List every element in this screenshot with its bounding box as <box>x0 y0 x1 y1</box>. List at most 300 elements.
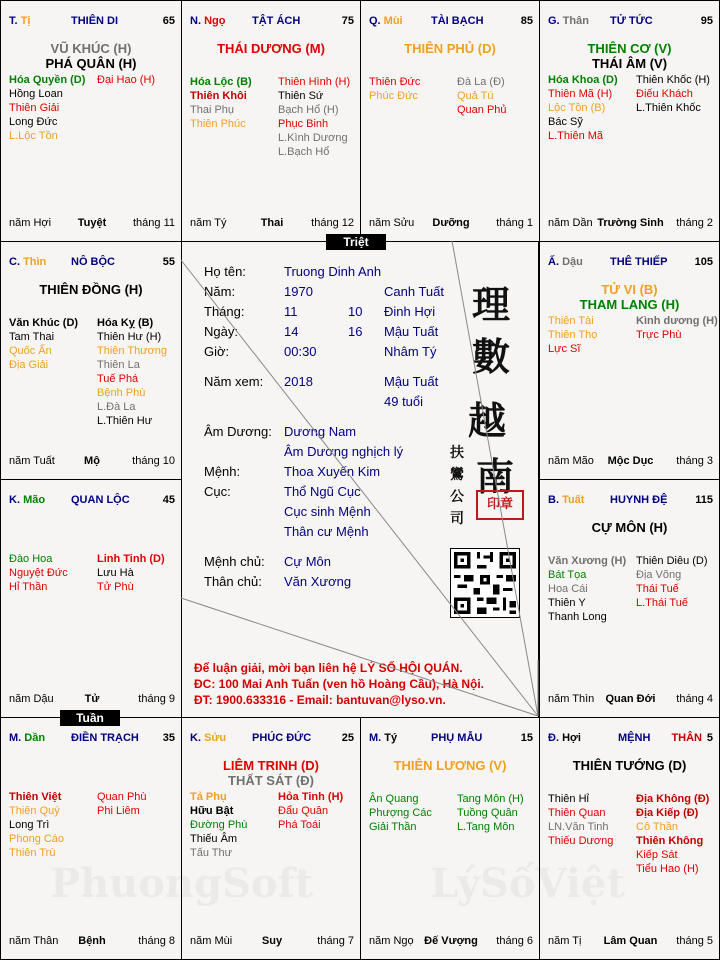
palace-name: ĐIỀN TRẠCH <box>71 732 139 744</box>
info-canchi-value: Đinh Hợi <box>384 304 436 319</box>
branch-name: Mão <box>23 494 46 506</box>
minor-stars-right <box>636 554 708 610</box>
info-canchi-value: Canh Tuất <box>384 284 444 299</box>
minor-star: Thiên Sứ <box>278 90 324 102</box>
minor-star: Thiên Mã (H) <box>548 88 613 100</box>
palace-age: 75 <box>341 15 354 27</box>
minor-star: Địa Không (Đ) <box>636 793 710 805</box>
palace-footer <box>9 455 175 469</box>
minor-star: Tiểu Hao (H) <box>636 863 699 875</box>
minor-star: L.Bạch Hổ <box>278 146 330 158</box>
info-label: Mệnh: <box>204 464 241 479</box>
minor-star: Quả Tú <box>457 90 494 102</box>
minor-star: Hóa Kỵ (B) <box>97 317 154 329</box>
minor-star: L.Đà La <box>97 401 136 413</box>
minor-star: Thiên Việt <box>9 791 62 803</box>
minor-star: Phục Binh <box>278 118 329 130</box>
stem-prefix: B. <box>548 494 563 506</box>
stem-prefix: K. <box>190 732 205 744</box>
minor-star: Bác Sỹ <box>548 116 583 128</box>
palace-age: 115 <box>695 494 713 506</box>
minor-stars-left <box>9 552 68 594</box>
minor-star: Hóa Lộc (B) <box>190 76 252 88</box>
minor-stars-left <box>369 75 420 103</box>
palace-header <box>369 15 533 29</box>
minor-star: Long Trì <box>9 819 50 831</box>
minor-star: Trực Phù <box>636 329 682 341</box>
minor-star: Thiên Hỉ <box>548 793 589 805</box>
palace-age: 25 <box>341 732 354 744</box>
palace-name: QUAN LỘC <box>71 494 130 506</box>
calligraphy-small-3: 公 <box>450 489 464 505</box>
contact-line-3: ĐT: 1900.633316 - Email: bantuvan@lyso.vn. <box>194 693 446 707</box>
palace-thin[interactable] <box>0 241 182 480</box>
major-star: TỬ VI (B) <box>601 282 658 297</box>
lunar-year: năm Tuất <box>9 455 55 467</box>
palace-header <box>369 732 533 746</box>
minor-star: Linh Tinh (D) <box>97 553 165 565</box>
life-stage: Mộ <box>84 455 100 467</box>
minor-star: Thiên Quan <box>548 807 606 819</box>
minor-star: Thiên Hình (H) <box>278 76 351 88</box>
lunar-year: năm Tý <box>190 217 227 229</box>
minor-star: Thiên Tài <box>548 315 594 327</box>
palace-age: 95 <box>700 15 713 27</box>
minor-stars-left <box>548 554 626 624</box>
qr-code[interactable] <box>450 548 520 618</box>
lunar-year: năm Mùi <box>190 935 233 947</box>
earthly-branch <box>9 256 46 268</box>
info-value: Thoa Xuyến Kim <box>284 464 381 479</box>
minor-star: Văn Khúc (D) <box>9 317 79 329</box>
palace-name: PHỤ MẪU <box>431 732 483 744</box>
earthly-branch <box>190 732 226 744</box>
palace-age: 55 <box>162 256 175 268</box>
palace-age: 85 <box>520 15 533 27</box>
minor-star: Địa Giải <box>9 359 49 371</box>
info-label: Tháng: <box>204 304 245 319</box>
info-label: Ngày: <box>204 324 238 339</box>
stem-prefix: M. <box>9 732 25 744</box>
info-canchi-value: 49 tuổi <box>384 394 424 409</box>
major-star: PHÁ QUÂN (H) <box>45 56 137 71</box>
minor-star: Tấu Thư <box>190 847 233 859</box>
palace-ngo[interactable] <box>181 0 361 242</box>
life-stage: Mộc Dục <box>607 455 654 467</box>
palace-footer <box>9 217 175 231</box>
branch-name: Ngọ <box>204 15 226 27</box>
branch-name: Thân <box>562 15 589 27</box>
lunar-year: năm Hợi <box>9 217 52 229</box>
palace-header <box>548 256 713 270</box>
minor-star: Đà La (Đ) <box>457 76 505 88</box>
minor-star: Lộc Tồn (B) <box>548 102 606 114</box>
life-stage: Quan Đới <box>605 693 656 705</box>
palace-header <box>548 15 713 29</box>
minor-stars-left <box>548 73 618 143</box>
info-value: 2018 <box>284 374 313 389</box>
calligraphy-small-4: 司 <box>450 511 464 527</box>
info-label: Năm: <box>204 284 236 299</box>
major-star: THIÊN LƯƠNG (V) <box>393 758 507 773</box>
calligraphy-char-2: 數 <box>472 334 511 379</box>
minor-star: Thanh Long <box>548 611 607 623</box>
lunar-month: tháng 3 <box>676 455 713 467</box>
stem-prefix: C. <box>9 256 24 268</box>
life-stage: Thai <box>260 217 284 229</box>
life-stage: Suy <box>261 935 283 947</box>
major-star: LIÊM TRINH (D) <box>222 758 320 773</box>
minor-stars-right <box>97 790 147 818</box>
lunar-year: năm Thìn <box>548 693 595 705</box>
palace-name: TẬT ÁCH <box>252 15 301 27</box>
info-value: Cự Môn <box>284 554 331 569</box>
palace-tuat[interactable] <box>539 479 720 718</box>
minor-stars-right <box>636 314 718 342</box>
earthly-branch <box>190 15 225 27</box>
lunar-month: tháng 2 <box>676 217 713 229</box>
minor-stars-right <box>457 792 524 834</box>
minor-star: Hồng Loan <box>9 88 63 100</box>
lunar-month: tháng 9 <box>138 693 175 705</box>
minor-star: Thiên Khôi <box>190 90 247 102</box>
branch-name: Tị <box>20 15 31 27</box>
palace-footer <box>9 693 175 707</box>
earthly-branch <box>369 15 403 27</box>
minor-star: Thiên Trù <box>9 847 56 859</box>
branch-name: Tuất <box>562 494 585 506</box>
info-value: Thổ Ngũ Cục <box>284 484 361 499</box>
minor-star: Thiên Giải <box>9 102 60 114</box>
minor-star: Thiên Y <box>548 597 586 609</box>
info-value: Dương Nam <box>284 424 357 439</box>
minor-star: Hóa Khoa (D) <box>548 74 618 86</box>
palace-suu[interactable] <box>181 717 361 960</box>
minor-stars-left <box>190 790 247 860</box>
info-value: 14 <box>284 324 299 339</box>
palace-age: 15 <box>520 732 533 744</box>
calligraphy-small-2: 鸞 <box>450 467 464 483</box>
minor-star: Thiên Diêu (D) <box>636 555 708 567</box>
minor-star: LN.Văn Tinh <box>548 821 609 833</box>
minor-star: Bệnh Phù <box>97 387 146 399</box>
minor-star: Thiên La <box>97 359 140 371</box>
minor-star: Lưu Hà <box>97 567 134 579</box>
palace-footer <box>548 935 713 949</box>
info-label: Thân chủ: <box>204 574 262 589</box>
minor-star: L.Kình Dương <box>278 132 348 144</box>
minor-stars-right <box>97 552 165 594</box>
palace-header <box>190 732 354 746</box>
tuan-marker: Tuần <box>60 710 120 726</box>
minor-star: Hữu Bật <box>190 805 234 817</box>
palace-footer <box>9 935 175 949</box>
info-label: Cục: <box>204 484 231 499</box>
branch-name: Thìn <box>23 256 47 268</box>
stem-prefix: K. <box>9 494 24 506</box>
palace-footer <box>190 217 354 231</box>
palace-age: 45 <box>162 494 175 506</box>
minor-star: Hoa Cái <box>548 583 588 595</box>
minor-star: L.Lộc Tồn <box>9 130 58 142</box>
major-star: THÁI ÂM (V) <box>591 56 668 71</box>
minor-star: Tang Môn (H) <box>457 793 524 805</box>
palace-header <box>548 732 713 746</box>
minor-star: Phi Liêm <box>97 805 140 817</box>
body-palace-marker: THÂN <box>668 732 702 744</box>
stem-prefix: G. <box>548 15 563 27</box>
minor-star: Đẩu Quân <box>278 805 329 817</box>
minor-stars-right <box>278 790 343 832</box>
minor-stars-right <box>97 316 167 428</box>
earthly-branch <box>9 494 45 506</box>
minor-star: Phong Cáo <box>9 833 65 845</box>
minor-star: Tử Phù <box>97 581 134 593</box>
palace-ty[interactable] <box>360 717 540 960</box>
branch-name: Dần <box>24 732 46 744</box>
minor-stars-left <box>548 792 613 848</box>
life-stage: Lâm Quan <box>603 935 658 947</box>
earthly-branch <box>548 256 583 268</box>
minor-stars-left <box>9 316 78 372</box>
lunar-month: tháng 1 <box>496 217 533 229</box>
info-lunar-value: 10 <box>348 304 363 319</box>
minor-stars-left <box>9 73 85 143</box>
minor-stars-left <box>9 790 64 860</box>
lunar-year: năm Dần <box>548 217 593 229</box>
triet-marker: Triệt <box>326 234 386 250</box>
minor-star: Quốc Ấn <box>9 345 52 357</box>
palace-header <box>9 256 175 270</box>
minor-star: Lực Sĩ <box>548 343 581 355</box>
minor-star: Quan Phù <box>97 791 147 803</box>
palace-header <box>9 15 175 29</box>
stem-prefix: N. <box>190 15 205 27</box>
major-star: THIÊN CƠ (V) <box>587 41 672 56</box>
minor-star: Thiếu Âm <box>190 833 238 845</box>
minor-star: Thiên Quý <box>9 805 60 817</box>
palace-footer <box>369 217 533 231</box>
palace-footer <box>548 693 713 707</box>
minor-star: L.Thiên Hư <box>97 415 153 427</box>
info-value: 00:30 <box>284 344 317 359</box>
info-value: Cục sinh Mệnh <box>284 504 371 519</box>
minor-star: Tam Thai <box>9 331 55 343</box>
stem-prefix: M. <box>369 732 385 744</box>
lunar-month: tháng 5 <box>676 935 713 947</box>
earthly-branch <box>369 732 397 744</box>
palace-hoi[interactable] <box>539 717 720 960</box>
minor-star: Thiên Không <box>636 835 704 847</box>
minor-star: Thiên Khốc (H) <box>636 74 710 86</box>
minor-star: Tuế Phá <box>97 373 139 385</box>
minor-star: Nguyệt Đức <box>9 567 68 579</box>
branch-name: Mùi <box>383 15 403 27</box>
earthly-branch <box>9 15 30 27</box>
earthly-branch <box>548 494 584 506</box>
minor-stars-right <box>457 75 507 117</box>
minor-star: Thiên Đức <box>369 76 421 88</box>
palace-name: HUYNH ĐỆ <box>610 494 668 506</box>
lunar-month: tháng 12 <box>311 217 354 229</box>
minor-star: L.Tang Môn <box>457 821 515 833</box>
minor-star: Thiên Phúc <box>190 118 246 130</box>
palace-header <box>548 494 713 508</box>
stem-prefix: Đ. <box>548 732 563 744</box>
minor-star: Thiên Hư (H) <box>97 331 162 343</box>
palace-footer <box>190 935 354 949</box>
minor-star: Cô Thần <box>636 821 678 833</box>
info-label: Năm xem: <box>204 374 264 389</box>
minor-star: Hỏa Tinh (H) <box>278 791 344 803</box>
info-label: Họ tên: <box>204 264 246 279</box>
major-star: CỰ MÔN (H) <box>591 520 668 535</box>
lunar-year: năm Thân <box>9 935 59 947</box>
minor-star: Phá Toái <box>278 819 321 831</box>
palace-than[interactable] <box>539 0 720 242</box>
minor-star: Bát Tọa <box>548 569 587 581</box>
lunar-year: năm Sửu <box>369 217 415 229</box>
major-star: THIÊN ĐỒNG (H) <box>39 282 143 297</box>
life-stage: Trường Sinh <box>597 217 664 229</box>
minor-star: Tuồng Quân <box>457 807 518 819</box>
info-value: 11 <box>284 304 298 319</box>
minor-star: L.Thái Tuế <box>636 597 688 609</box>
minor-star: Đường Phù <box>190 819 248 831</box>
minor-star: Địa Kiếp (Đ) <box>636 807 699 819</box>
minor-star: L.Thiên Mã <box>548 130 604 142</box>
palace-age: 105 <box>694 256 713 268</box>
major-star: THIÊN PHỦ (D) <box>404 41 496 56</box>
palace-name: THIÊN DI <box>71 15 119 27</box>
palace-footer <box>548 455 713 469</box>
watermark-right <box>430 860 625 907</box>
branch-name: Dậu <box>562 256 583 268</box>
earthly-branch <box>9 732 45 744</box>
minor-star: L.Thiên Khốc <box>636 102 701 114</box>
branch-name: Tý <box>384 732 398 744</box>
minor-stars-left <box>548 314 597 356</box>
life-stage: Bệnh <box>78 935 106 947</box>
minor-star: Văn Xương (H) <box>548 555 627 567</box>
life-stage: Tuyệt <box>77 217 107 229</box>
palace-name: PHÚC ĐỨC <box>252 732 312 744</box>
calligraphy-char-4: 南 <box>476 454 515 499</box>
palace-name: MỆNH THÂN <box>618 732 702 744</box>
minor-star: Ân Quang <box>369 793 419 805</box>
palace-dau[interactable] <box>539 241 720 480</box>
minor-star: Điếu Khách <box>636 88 693 100</box>
minor-star: Long Đức <box>9 116 58 128</box>
info-value: Thân cư Mệnh <box>284 524 369 539</box>
info-value: Văn Xương <box>284 574 352 589</box>
minor-star: Phượng Các <box>369 807 432 819</box>
contact-line-2: ĐC: 100 Mai Anh Tuấn (ven hồ Hoàng Cầu), Hà Nội. <box>194 677 485 691</box>
info-canchi-value: Nhâm Tý <box>384 344 437 359</box>
minor-stars-right <box>97 73 155 87</box>
minor-star: Thai Phụ <box>190 104 235 116</box>
major-star: THAM LANG (H) <box>579 297 680 312</box>
palace-header <box>9 494 175 508</box>
red-seal: 印章 <box>476 490 524 520</box>
life-stage: Tử <box>84 693 100 705</box>
palace-ti[interactable] <box>0 0 182 242</box>
info-label: Âm Dương: <box>204 424 272 439</box>
calligraphy-small-1: 扶 <box>450 445 464 461</box>
major-star: THIÊN TƯỚNG (D) <box>572 758 687 773</box>
contact-line-1: Để luận giải, mời bạn liên hệ LÝ SỐ HỘI QUÁN. <box>194 661 463 675</box>
minor-star: Hóa Quyền (D) <box>9 74 86 86</box>
minor-star: Đại Hao (H) <box>97 74 156 86</box>
palace-footer <box>548 217 713 231</box>
calligraphy-char-1: 理 <box>472 282 511 327</box>
calligraphy-char-3: 越 <box>468 398 507 443</box>
info-value: 1970 <box>284 284 313 299</box>
stem-prefix: Q. <box>369 15 384 27</box>
minor-stars-left <box>190 75 252 131</box>
lunar-month: tháng 7 <box>317 935 354 947</box>
minor-star: Đào Hoa <box>9 553 53 565</box>
info-value: Truong Dinh Anh <box>284 264 382 279</box>
minor-star: Địa Võng <box>636 569 682 581</box>
minor-stars-right <box>278 75 350 159</box>
lunar-month: tháng 8 <box>138 935 175 947</box>
major-star: THẤT SÁT (Đ) <box>228 773 314 788</box>
major-star: VŨ KHÚC (H) <box>50 41 132 56</box>
branch-name: Hợi <box>562 732 581 744</box>
lunar-month: tháng 10 <box>132 455 175 467</box>
minor-star: Kiếp Sát <box>636 849 678 861</box>
minor-star: Quan Phủ <box>457 104 507 116</box>
minor-star: Giải Thần <box>369 821 417 833</box>
info-lunar-value: 16 <box>348 324 363 339</box>
minor-stars-right <box>636 792 709 876</box>
palace-mui[interactable] <box>360 0 540 242</box>
minor-star: Thiên Thọ <box>548 329 598 341</box>
info-label: Giờ: <box>204 344 230 359</box>
minor-star: Phúc Đức <box>369 90 418 102</box>
info-label: Mệnh chủ: <box>204 554 265 569</box>
minor-star: Bạch Hổ (H) <box>278 104 339 116</box>
minor-star: Tả Phụ <box>190 791 227 803</box>
lunar-month: tháng 6 <box>496 935 533 947</box>
info-canchi-value: Mậu Tuất <box>384 324 439 339</box>
minor-star: Thái Tuế <box>636 583 679 595</box>
minor-stars-right <box>636 73 710 115</box>
palace-name: TÀI BẠCH <box>431 15 484 27</box>
lunar-year: năm Dậu <box>9 693 54 705</box>
lunar-month: tháng 11 <box>132 217 175 229</box>
center-info-panel <box>181 241 539 718</box>
stem-prefix: T. <box>9 15 21 27</box>
minor-star: Hỉ Thần <box>9 581 48 593</box>
lunar-year: năm Tị <box>548 935 582 947</box>
palace-name: NÔ BỘC <box>71 256 115 268</box>
stem-prefix: Ấ. <box>548 256 563 268</box>
life-stage: Dưỡng <box>432 217 470 229</box>
palace-name: TỬ TỨC <box>610 15 653 27</box>
palace-mao[interactable] <box>0 479 182 718</box>
contact-info <box>194 660 484 708</box>
palace-dan[interactable] <box>0 717 182 960</box>
palace-name: THÊ THIẾP <box>610 256 668 268</box>
palace-header <box>190 15 354 29</box>
info-canchi-value: Mậu Tuất <box>384 374 439 389</box>
lunar-month: tháng 4 <box>676 693 713 705</box>
earthly-branch <box>548 732 581 744</box>
palace-age: 65 <box>162 15 175 27</box>
major-star: THÁI DƯƠNG (M) <box>217 41 325 56</box>
